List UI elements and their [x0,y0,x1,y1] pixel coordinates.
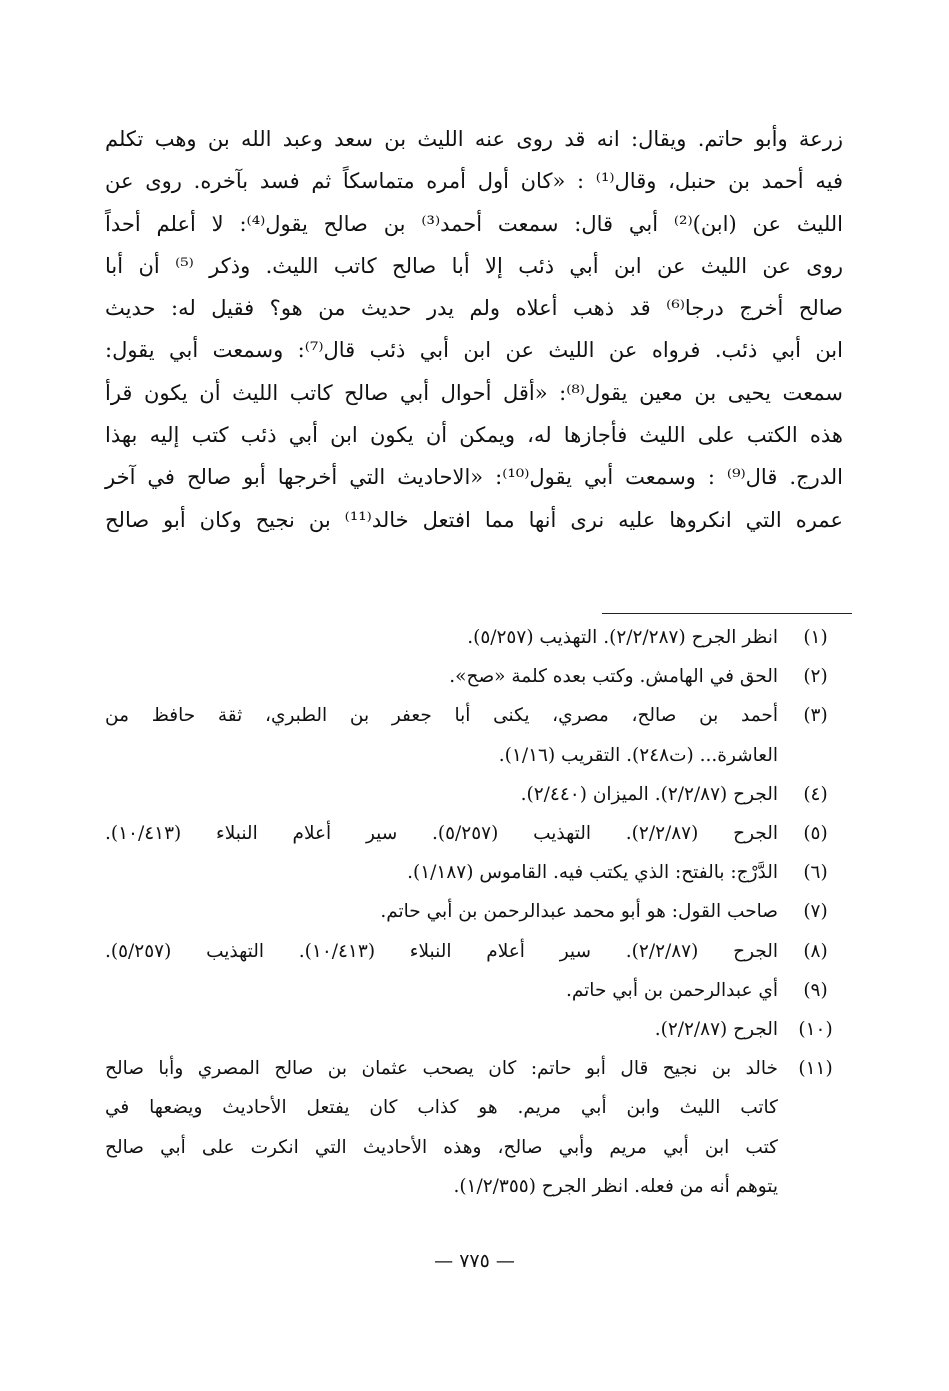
footnotes [105,618,853,1206]
footnote-number: (٢) [803,666,828,688]
main-text [105,118,843,541]
footnote-text: يتوهم أنه من فعله. انظر الجرح (١/٢/٣٥٥). [453,1175,778,1197]
footnote [105,1010,853,1049]
text-line: هذه الكتب على الليث فأجازها له، ويمكن أن يكون ابن أبي ذئب كتب إليه بهذا [105,423,844,448]
footnote-number: (٨) [803,940,828,962]
footnote-number: (١١) [798,1058,833,1080]
footnote-number: (٤) [803,783,828,805]
footnote-text: الجرح (٢/٢/٨٧). سير أعلام النبلاء (١٠/٤١٣). التهذيب (٥/٢٥٧). [105,940,778,962]
footnote [105,657,853,696]
text-line: عمره التي انكروها عليه نرى أنها مما افتعل خالد⁽¹¹⁾ بن نجيح وكان أبو صالح [105,507,843,532]
footnote-number: (٣) [803,705,828,727]
text-line: الدرج. قال⁽⁹⁾ : وسمعت أبي يقول⁽¹⁰⁾: «الاحاديث التي أخرجها أبو صالح في آخر [105,465,843,490]
footnote-number: (٩) [803,979,828,1001]
footnote-text: الجرح (٢/٢/٨٧). الميزان (٢/٤٤٠). [520,783,778,805]
footnote [105,775,853,814]
footnote-number: (١٠) [798,1019,833,1041]
footnote-text: الجرح (٢/٢/٨٧). التهذيب (٥/٢٥٧). سير أعلام النبلاء (١٠/٤١٣). [105,823,778,845]
footnote-text: الجرح (٢/٢/٨٧). [654,1019,778,1041]
text-line: زرعة وأبو حاتم. ويقال: انه قد روى عنه الليث بن سعد وعبد الله بن وهب تكلم [105,127,843,151]
footnote [105,696,853,774]
footnote-separator [602,613,852,614]
text-line: فيه أحمد بن حنبل، وقال⁽¹⁾ : «كان أول أمره متماسكاً ثم فسد بآخره. روى عن [105,169,843,194]
footnote-text: أحمد بن صالح، مصري، يكنى أبا جعفر بن الطبري، ثقة حافظ من [105,705,778,727]
footnote-text: صاحب القول: هو أبو محمد عبدالرحمن بن أبي حاتم. [380,901,778,923]
footnote-number: (٥) [803,823,828,845]
footnote-text: كاتب الليث وابن أبي مريم. هو كذاب كان يفتعل الأحاديث ويضعها في [105,1097,778,1119]
footnote-text: كتب ابن أبي مريم وأبي صالح، وهذه الأحاديث التي انكرت على أبي صالح [105,1136,778,1158]
footnote-number: (٦) [803,862,828,884]
text-line: سمعت يحيى بن معين يقول⁽⁸⁾: «أقل أحوال أبي صالح كاتب الليث أن يكون قرأ [105,380,843,405]
footnote [105,932,853,971]
footnote-text: أي عبدالرحمن بن أبي حاتم. [565,979,778,1001]
footnote-number: (١) [803,627,828,648]
footnote-number: (٧) [803,901,828,923]
footnote [105,618,853,657]
footnote [105,971,853,1010]
footnote [105,814,853,853]
footnote-text: انظر الجرح (٢/٢/٢٨٧). التهذيب (٥/٢٥٧). [467,627,778,648]
footnote-text: الحق في الهامش. وكتب بعده كلمة «صح». [449,666,778,688]
footnote-text: العاشرة... (ت٢٤٨). التقريب (١/١٦). [498,744,778,766]
text-line: ابن أبي ذئب. فرواه عن الليث عن ابن أبي ذئب قال⁽⁷⁾: وسمعت أبي يقول: [105,338,843,363]
footnote-text: خالد بن نجيح قال أبو حاتم: كان يصحب عثمان بن صالح المصري وأبا صالح [105,1058,778,1080]
text-line: الليث عن (ابن)⁽²⁾ أبي قال: سمعت أحمد⁽³⁾ بن صالح يقول⁽⁴⁾: لا أعلم أحداً [105,211,844,236]
footnote [105,1049,853,1206]
footnote [105,892,853,931]
text-line: صالح أخرج درجا⁽⁶⁾ قد ذهب أعلاه ولم يدر حديث من هو؟ فقيل له: حديث [105,296,843,321]
text-line: روى عن الليث عن ابن أبي ذئب إلا أبا صالح كاتب الليث. وذكر ⁽⁵⁾ أن أبا [105,253,843,278]
page-number: — ٧٧٥ — [434,1250,515,1272]
footnote-text: الدَّرْج: بالفتح: الذي يكتب فيه. القاموس (١/١٨٧). [407,862,778,884]
footnote [105,853,853,892]
